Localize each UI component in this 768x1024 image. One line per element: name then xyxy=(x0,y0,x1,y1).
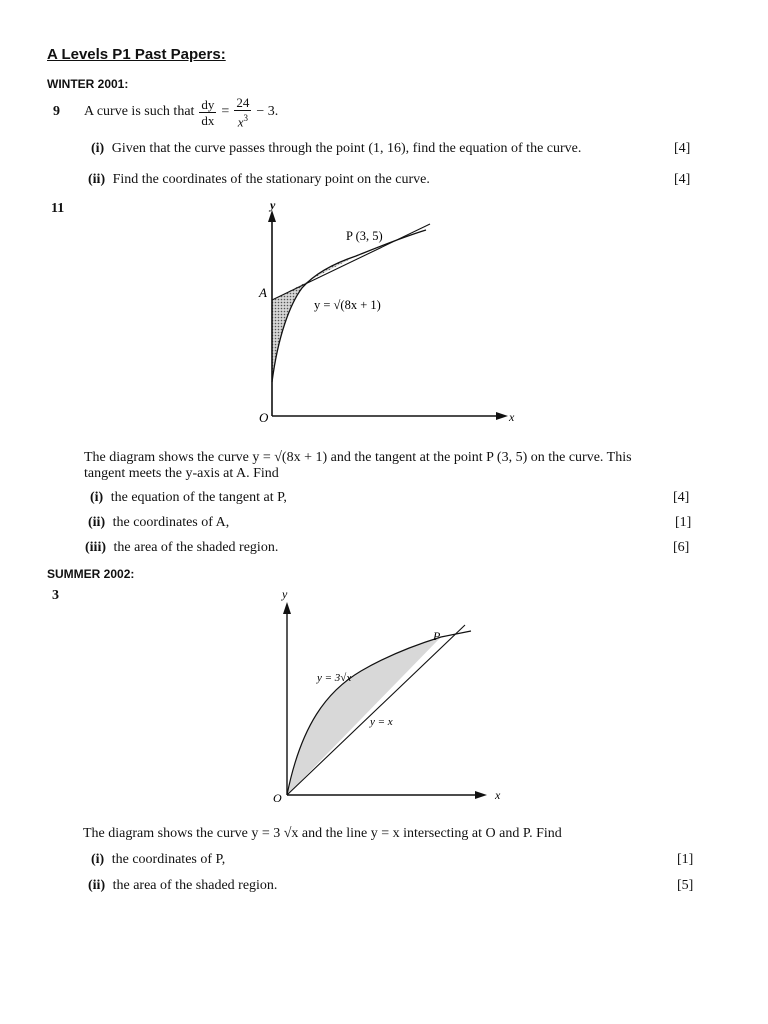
rhs-denominator-exponent: 3 xyxy=(243,113,248,123)
x-axis-label: x xyxy=(495,788,501,802)
part-roman: (iii) xyxy=(85,540,106,555)
part-text: the coordinates of A, xyxy=(112,515,230,530)
part-text: the area of the shaded region. xyxy=(112,878,278,893)
question-11-part-ii xyxy=(88,515,229,531)
part-text: the coordinates of P, xyxy=(111,852,226,867)
question-9-part-i xyxy=(91,141,581,157)
y-axis-label: y xyxy=(282,587,288,601)
y-axis-arrow-icon xyxy=(283,602,291,614)
question-3-part-ii xyxy=(88,878,277,894)
equals-sign: = xyxy=(221,104,230,120)
shaded-region xyxy=(287,637,441,795)
question-9-stem-prefix: A curve is such that xyxy=(84,104,195,120)
diagram-question-3 xyxy=(265,585,515,807)
question-9-stem xyxy=(84,95,278,129)
part-roman: (ii) xyxy=(88,172,106,187)
x-axis-arrow-icon xyxy=(496,412,508,420)
x-axis-label: x xyxy=(509,410,515,424)
question-3-part-i xyxy=(91,852,225,868)
part-roman: (ii) xyxy=(88,878,106,893)
part-text: Find the coordinates of the stationary point on the curve. xyxy=(112,172,430,187)
derivative-fraction xyxy=(199,97,216,128)
rhs-fraction xyxy=(234,95,251,129)
question-3-stem: The diagram shows the curve y = 3 √x and the line y = x intersecting at O and P. Find xyxy=(83,826,562,841)
part-text: the area of the shaded region. xyxy=(113,540,279,555)
point-p-label: P xyxy=(433,629,441,643)
question-9-part-ii-marks: [4] xyxy=(674,172,691,187)
question-11-stem xyxy=(84,450,704,482)
question-3-part-ii-marks: [5] xyxy=(677,878,694,893)
question-number-9: 9 xyxy=(53,104,60,119)
question-number-3: 3 xyxy=(52,588,59,603)
section-label-summer-2002: SUMMER 2002: xyxy=(47,567,135,581)
question-11-part-i-marks: [4] xyxy=(673,490,690,505)
derivative-denominator: dx xyxy=(201,112,215,128)
curve-3-sqrt-x xyxy=(287,631,471,795)
part-roman: (i) xyxy=(91,141,105,156)
question-9-part-i-marks: [4] xyxy=(674,141,691,156)
derivative-numerator: dy xyxy=(201,96,215,112)
diagram-question-11 xyxy=(250,196,530,432)
question-11-stem-line-1: The diagram shows the curve y = √(8x + 1) and the tangent at the point P (3, 5) on the curve. This xyxy=(84,450,632,465)
line-y-equals-x xyxy=(287,625,465,795)
rhs-numerator: 24 xyxy=(236,95,250,110)
question-number-11: 11 xyxy=(51,201,65,216)
point-p-label: P (3, 5) xyxy=(346,229,383,243)
section-label-winter-2001: WINTER 2001: xyxy=(47,77,129,91)
question-9-part-ii xyxy=(88,172,430,188)
curve-label: y = 3√x xyxy=(317,672,352,684)
rhs-minus-term: − 3. xyxy=(256,104,279,120)
question-11-part-i xyxy=(90,490,287,506)
question-11-part-ii-marks: [1] xyxy=(675,515,692,530)
line-label: y = x xyxy=(370,716,393,728)
shaded-region xyxy=(272,256,356,382)
question-11-stem-line-2: tangent meets the y-axis at A. Find xyxy=(84,466,279,482)
question-11-part-iii-marks: [6] xyxy=(673,540,690,555)
part-roman: (i) xyxy=(91,852,105,867)
origin-label: O xyxy=(259,410,269,425)
question-3-part-i-marks: [1] xyxy=(677,852,694,867)
origin-label: O xyxy=(273,791,282,805)
page-title: A Levels P1 Past Papers: xyxy=(47,46,226,63)
point-a-label: A xyxy=(259,285,267,300)
part-text: Given that the curve passes through the point (1, 16), find the equation of the curve. xyxy=(111,141,582,156)
x-axis-arrow-icon xyxy=(475,791,487,799)
rhs-denominator-base: x xyxy=(237,114,244,130)
curve-label: y = √(8x + 1) xyxy=(314,298,381,312)
y-axis-label: y xyxy=(270,198,276,212)
question-11-part-iii xyxy=(85,540,278,556)
part-roman: (ii) xyxy=(88,515,106,530)
part-text: the equation of the tangent at P, xyxy=(110,490,287,505)
rhs-denominator xyxy=(234,111,251,129)
part-roman: (i) xyxy=(90,490,104,505)
